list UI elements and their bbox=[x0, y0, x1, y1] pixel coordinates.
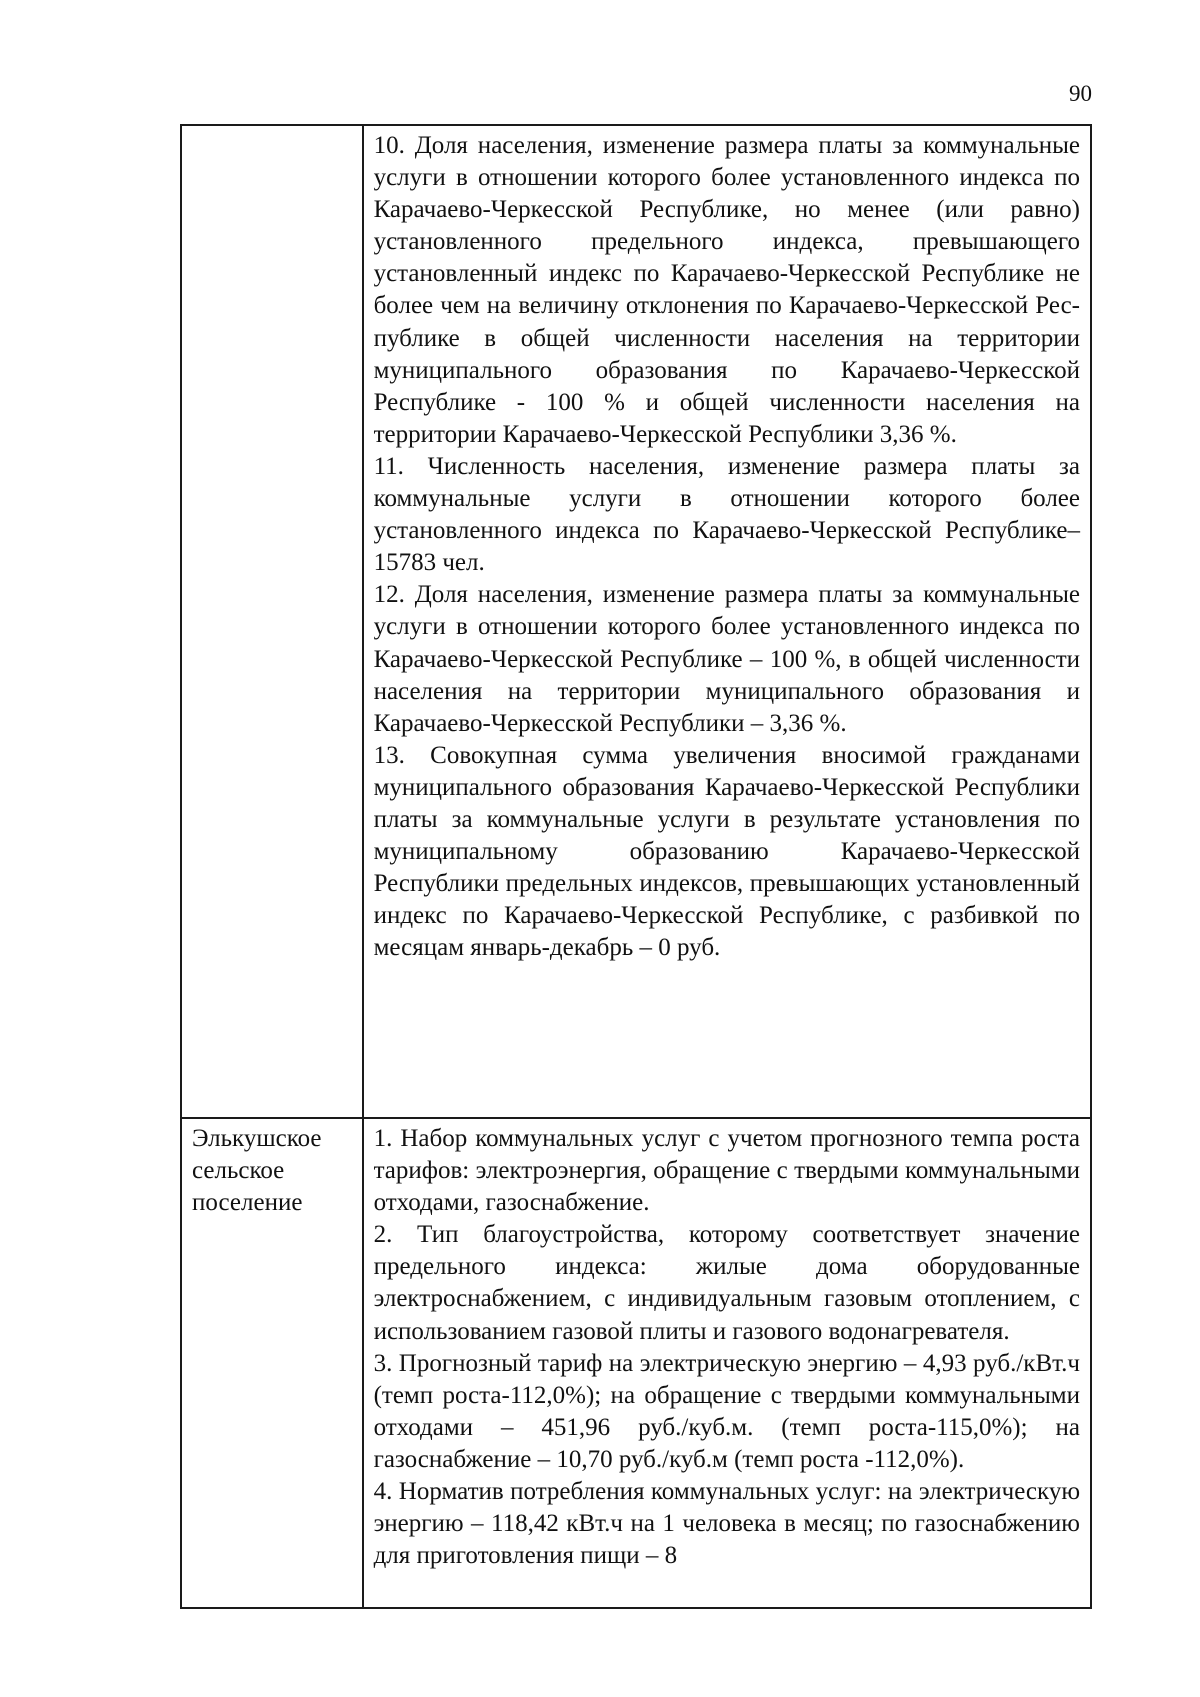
page-number: 90 bbox=[1069, 81, 1092, 106]
indicator-paragraph: 3. Прогнозный тариф на электрическую энергию – 4,93 руб./кВт.ч (темп роста-112,0%); на обращение с твердыми коммунальными отходами – 451,96 руб./куб.м. (темп роста-115,0%); на газоснабжение – 10,70 руб./куб.м (темп роста -112,0%). bbox=[373, 1349, 1080, 1473]
municipality-name: Элькушское сельское поселение bbox=[192, 1125, 322, 1217]
indicator-paragraph: 2. Тип благоустройства, которому соответствует значение предельного индекса: жилые дома оборудованные электроснабжением, с индивидуальным газовым отоплением, с использованием газовой плиты и газового водонагревателя. bbox=[373, 1221, 1080, 1345]
document-table bbox=[180, 124, 1092, 1609]
indicators-cell bbox=[363, 125, 1091, 1118]
table-row bbox=[181, 125, 1091, 1118]
municipality-cell bbox=[181, 125, 363, 1118]
municipality-cell bbox=[181, 1118, 363, 1608]
indicator-paragraph: 1. Набор коммунальных услуг с учетом прогнозного темпа роста тарифов: электроэнергия, обращение с твердыми коммунальными отходами, газоснабжение. bbox=[373, 1125, 1080, 1217]
indicators-cell bbox=[363, 1118, 1091, 1608]
indicator-paragraph: 13. Совокупная сумма увеличения вносимой гражданами муниципального образования Карачаево-Черкесской Республики платы за коммунальные услуги в результате установления по муниципальному образованию Карачаево-Черкесской Республики предельных индексов, превышающих установленный индекс по Карачаево-Черкесской Республике, с разбивкой по месяцам январь-декабрь – 0 руб. bbox=[373, 741, 1080, 962]
indicator-paragraph: 4. Норматив потребления коммунальных услуг: на электрическую энергию – 118,42 кВт.ч на 1 человека в месяц; по газоснабжению для приготовления пищи – 8 bbox=[373, 1478, 1080, 1570]
table-row bbox=[181, 1118, 1091, 1608]
indicator-paragraph: 11. Численность населения, изменение размера платы за коммунальные услуги в отношении которого более установленного индекса по Карачаево-Черкесской Республике– 15783 чел. bbox=[373, 452, 1080, 577]
indicator-paragraph: 10. Доля населения, изменение размера платы за коммунальные услуги в отношении которого более установленного индекса по Карачаево-Черкесской Республике, но менее (или равно) установленного предельного индекса, превышающего установленный индекс по Карачаево-Черкесской Республике не более чем на величину отклонения по Карачаево-Черкесской Республике в общей численности населения на территории муниципального образования по Карачаево-Черкесской Республике - 100 % и общей численности населения на территории Карачаево-Черкесской Республики 3,36 %. bbox=[373, 132, 1080, 448]
indicator-paragraph: 12. Доля населения, изменение размера платы за коммунальные услуги в отношении которого более установленного индекса по Карачаево-Черкесской Республике – 100 %, в общей численности населения на территории муниципального образования и Карачаево-Черкесской Республики – 3,36 %. bbox=[373, 581, 1080, 737]
